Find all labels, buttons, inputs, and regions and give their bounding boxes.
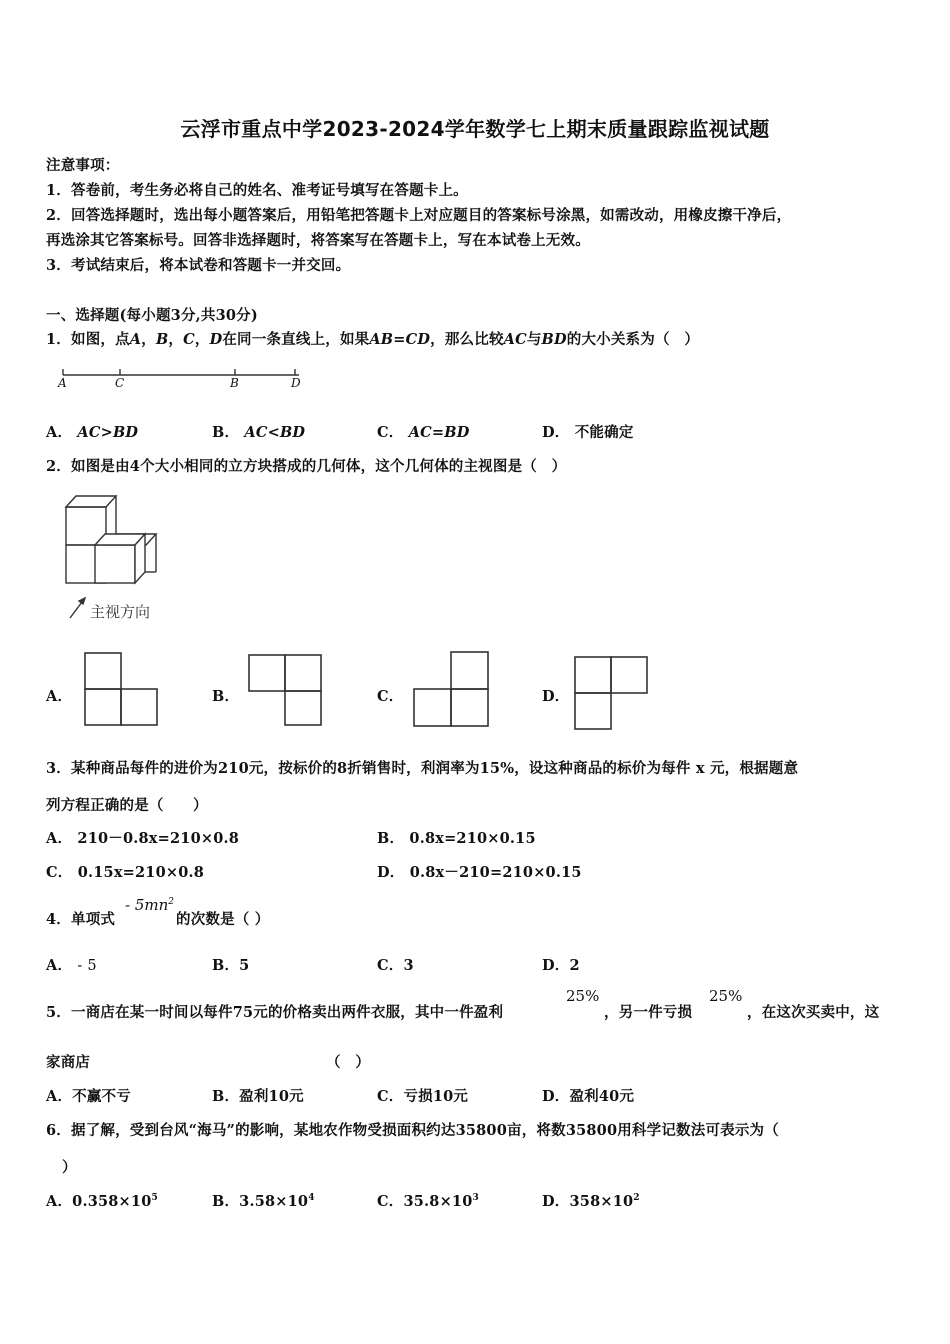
q2-option-b-key: B． xyxy=(212,688,240,705)
q5-option-b: B．盈利10元 xyxy=(212,1088,304,1105)
q5-option-a: A．不赢不亏 xyxy=(46,1088,131,1105)
question-5-part-2: ，另一件亏损 xyxy=(604,1004,693,1021)
q4-option-a: A． - 5 xyxy=(46,957,97,974)
q1-option-d: D． 不能确定 xyxy=(542,424,634,441)
q5-option-d: D．盈利40元 xyxy=(542,1088,635,1105)
notice-item: 2．回答选择题时，选出每小题答案后，用铅笔把答题卡上对应题目的答案标号涂黑，如需改动，用橡皮擦干净后， xyxy=(46,207,792,224)
q3-option-b: B． 0.8x=210×0.15 xyxy=(377,830,536,847)
point-label: A xyxy=(58,376,67,390)
q2-option-a-key: A． xyxy=(46,688,73,705)
q6-option-b: B．$3.58\times 10^4$ xyxy=(212,1193,315,1210)
point-label: B xyxy=(230,376,239,390)
percent-gain: 25% xyxy=(566,987,600,1005)
q6-option-a: A．$0.358\times 10^5$ xyxy=(46,1193,158,1210)
q3-option-a: A． 210－0.8x=210×0.8 xyxy=(46,830,240,847)
question-3-line-2: 列方程正确的是（ ） xyxy=(46,797,208,814)
q3-option-d: D． 0.8x－210=210×0.15 xyxy=(377,864,582,881)
point-label: D xyxy=(291,376,301,390)
q4-option-b: B．5 xyxy=(212,957,250,974)
q2-option-c-figure xyxy=(413,651,493,731)
line-segment-figure xyxy=(55,362,315,392)
question-6-line-2: ） xyxy=(62,1159,77,1176)
q2-option-b-figure xyxy=(248,654,324,730)
question-5-line-2: 家商店 xyxy=(46,1054,91,1071)
q2-option-d-key: D． xyxy=(542,688,570,705)
q4-option-c: C．3 xyxy=(377,957,414,974)
q6-option-d: D．$358\times 10^2$ xyxy=(542,1193,640,1210)
question-4-post: 的次数是（ ） xyxy=(176,911,270,928)
q3-option-c: C． 0.15x=210×0.8 xyxy=(46,864,205,881)
q1-option-a: A． AC>BD xyxy=(46,424,139,441)
question-5-part-3: ，在这次买卖中，这 xyxy=(747,1004,880,1021)
question-6-line-1: 6．据了解，受到台风“海马”的影响，某地农作物受损面积约达35800亩，将数35800用科学记数法可表示为（ xyxy=(46,1122,779,1139)
q1-option-b: B． AC<BD xyxy=(212,424,306,441)
notice-heading: 注意事项： xyxy=(46,157,120,174)
question-2: 2．如图是由4个大小相同的立方块搭成的几何体，这个几何体的主视图是（ ） xyxy=(46,458,567,475)
question-1: 1．如图，点A，B，C，D在同一条直线上，如果AB=CD，那么比较AC与BD的大小关系为（ ） xyxy=(46,331,700,348)
q2-option-c-key: C． xyxy=(377,688,404,705)
q2-option-a-figure xyxy=(84,652,160,728)
notice-item: 再选涂其它答案标号。回答非选择题时，将答案写在答题卡上，写在本试卷上无效。 xyxy=(46,232,590,249)
notice-item: 1．答卷前，考生务必将自己的姓名、准考证号填写在答题卡上。 xyxy=(46,182,468,199)
percent-loss: 25% xyxy=(709,987,743,1005)
notice-item: 3．考试结束后，将本试卷和答题卡一并交回。 xyxy=(46,257,351,274)
point-label: C xyxy=(115,376,125,390)
q5-option-c: C．亏损10元 xyxy=(377,1088,469,1105)
question-4-pre: 4．单项式 xyxy=(46,911,116,928)
question-5-paren: （ ） xyxy=(326,1054,371,1071)
q1-option-c: C． AC=BD xyxy=(377,424,470,441)
section-heading: 一、选择题(每小题3分,共30分) xyxy=(46,307,258,324)
view-direction-label: 主视方向 xyxy=(90,603,151,621)
monomial-expression: - $5mn^2$ xyxy=(125,896,174,914)
question-3-line-1: 3．某种商品每件的进价为210元，按标价的8折销售时，利润率为15%，设这种商品的标价为每件 x 元，根据题意 xyxy=(46,760,799,777)
page-title: 云浮市重点中学2023-2024学年数学七上期末质量跟踪监视试题 xyxy=(180,117,770,141)
q6-option-c: C．$35.8\times 10^3$ xyxy=(377,1193,479,1210)
question-5-part-1: 5．一商店在某一时间以每件75元的价格卖出两件衣服，其中一件盈利 xyxy=(46,1004,504,1021)
q4-option-d: D．2 xyxy=(542,957,580,974)
q2-option-d-figure xyxy=(574,656,654,736)
